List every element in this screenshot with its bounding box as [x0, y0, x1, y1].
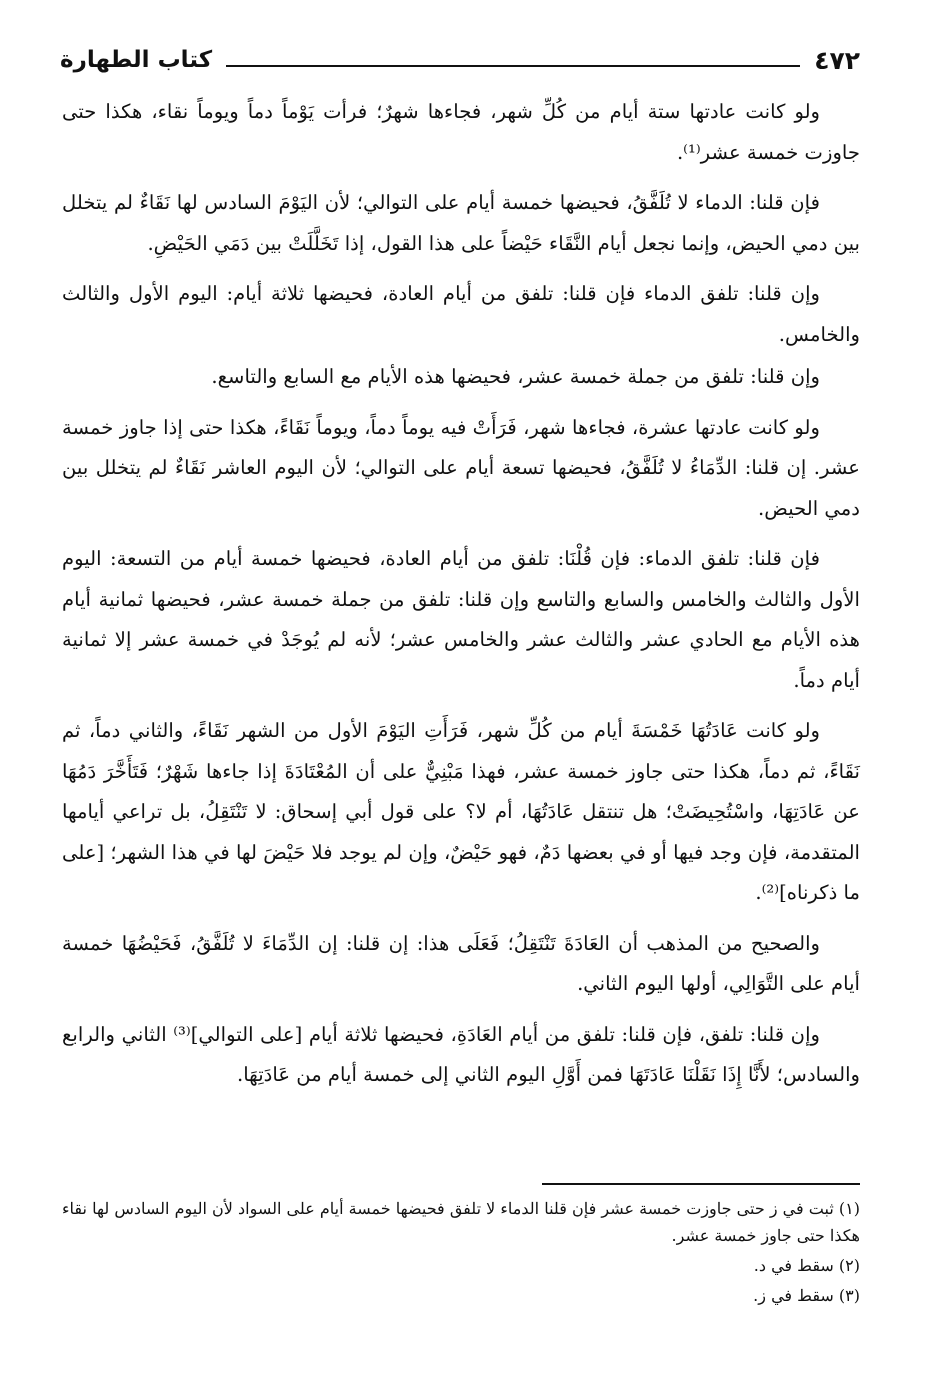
header-rule	[226, 65, 800, 67]
main-text	[62, 92, 860, 1106]
paragraph: ولو كانت عادتها عشرة، فجاءها شهر، فَرَأَتْ فيه يوماً دماً، ويوماً نَقَاءً، هكذا حتى إذا جاوز خمسة عشر. إن قلنا: الدِّمَاءُ لا تُلَفَّقُ، فحيضها تسعة أيام على التوالي؛ لأن اليوم العاشر نَقَاءٌ لم يتخلل بين دمي الحيض.	[62, 415, 860, 520]
page-number: ٤٧٢	[814, 45, 860, 75]
paragraph: فإن قلنا: الدماء لا تُلَفَّقُ، فحيضها خمسة أيام على التوالي؛ لأن اليَوْمَ السادس لها نَقَاءٌ لم يتخلل بين دمي الحيض، وإنما نجعل أيام النَّقَاء حَيْضاً على هذا القول، إذا تَخَلَّلَتْ بين دَمَي الحَيْضِ.	[62, 191, 860, 255]
paragraph: وإن قلنا: تلفق الدماء فإن قلنا: تلفق من أيام العادة، فحيضها ثلاثة أيام: اليوم الأول والثالث والخامس.	[62, 282, 860, 346]
paragraph: وإن قلنا: تلفق، فإن قلنا: تلفق من أيام العَادَةِ، فحيضها ثلاثة أيام [على التوالي]⁽³⁾ الثاني والرابع والسادس؛ لأَنَّا إِذَا نَقَلْنَا عَادَتَهَا فمن أَوَّلِ اليوم الثاني إلى خمسة أيام من عَادَتِهَا.	[62, 1022, 860, 1086]
paragraph: فإن قلنا: تلفق الدماء: فإن قُلْنَا: تلفق من أيام العادة، فحيضها خمسة أيام من التسعة: اليوم الأول والثالث والخامس والسابع والتاسع وإن قلنا: تلفق من جملة خمسة عشر، فحيضها ثمانية أيام هذه الأيام مع الحادي عشر والثالث عشر والخامس عشر؛ لأنه لم يُوجَدْ في خمسة عشر إلا ثمانية أيام دماً.	[62, 547, 860, 692]
footnote: (٣) سقط في ز.	[753, 1286, 860, 1305]
page-header	[60, 38, 860, 82]
footnote: (١) ثبت في ز حتى جاوزت خمسة عشر فإن قلنا الدماء لا تلفق فحيضها خمسة أيام على السواد لأن اليوم السادس لها نقاء هكذا حتى جاوز خمسة عشر.	[62, 1199, 860, 1245]
footnote: (٢) سقط في د.	[753, 1256, 860, 1275]
footnote-separator	[542, 1183, 860, 1185]
paragraph: وإن قلنا: تلفق من جملة خمسة عشر، فحيضها هذه الأيام مع السابع والتاسع.	[211, 365, 820, 388]
footnotes	[62, 1195, 860, 1312]
paragraph: والصحيح من المذهب أن العَادَةَ تَنْتَقِلُ؛ فَعَلَى هذا: إن قلنا: إن الدِّمَاءَ لا تُلَفَّقُ، فَحَيْضُهَا خمسة أيام على التَّوَالِي، أولها اليوم الثاني.	[62, 931, 860, 995]
book-title: كتاب الطهارة	[60, 47, 213, 73]
paragraph: ولو كانت عادتها ستة أيام من كُلِّ شهر، فجاءها شهرٌ؛ فرأت يَوْماً دماً ويوماً نقاء، هكذا حتى جاوزت خمسة عشر⁽¹⁾.	[62, 100, 860, 164]
paragraph: ولو كانت عَادَتُهَا خَمْسَةَ أيام من كُلِّ شهر، فَرَأَتِ اليَوْمَ الأول من الشهر نَقَاءً، والثاني دماً، ثم نَقَاءً، ثم دماً، هكذا حتى جاوز خمسة عشر، فهذا مَبْنِيٌّ على أن المُعْتَادَةَ إذا جاءها شَهْرٌ؛ فَتَأَخَّرَ دَمُهَا عن عَادَتِهَا، واسْتُحِيضَتْ؛ هل تنتقل عَادَتُهَا، أم لا؟ على قول أبي إسحاق: لا تَنْتَقِلُ، بل تراعي أيامها المتقدمة، فإن وجد فيها أو في بعضها دَمٌ، فهو حَيْضٌ، وإن لم يوجد فلا حَيْضَ لها في هذا الشهر؛ [على ما ذكرناه]⁽²⁾.	[62, 719, 860, 904]
